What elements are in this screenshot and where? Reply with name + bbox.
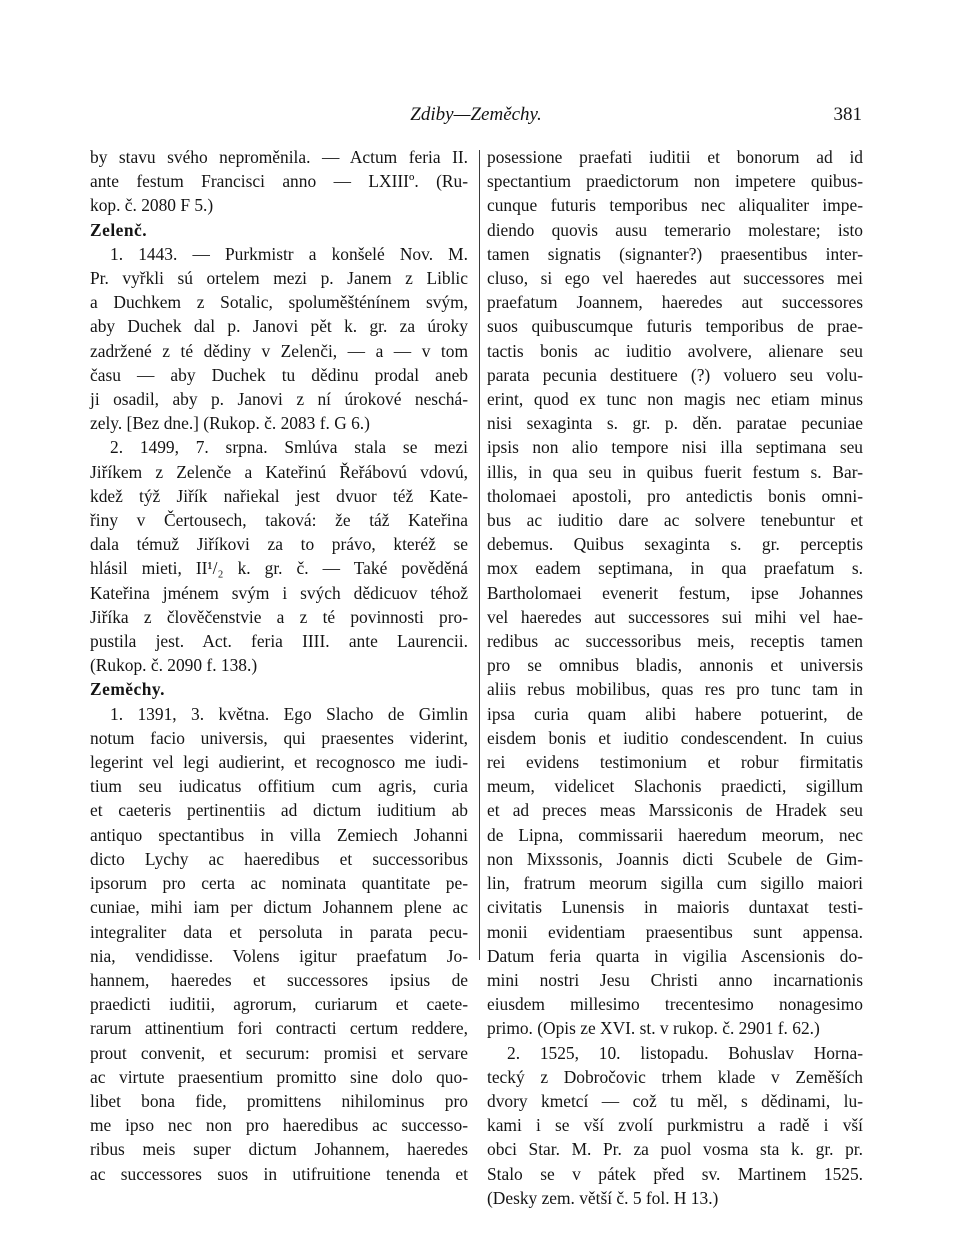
text-line: meum, videlicet Slachonis praedicti, sigillum — [487, 776, 863, 797]
text-line: eisdem bonis et iuditio condescendent. In cuius — [487, 727, 863, 748]
text-line: bus ac iuditio dare ac solvere tenebuntur et — [487, 510, 863, 531]
text-line: 2. 1525, 10. listopadu. Bohuslav Horna- — [507, 1042, 863, 1063]
text-line: 1. 1391, 3. května. Ego Slacho de Gimlin — [110, 703, 468, 724]
text-line: tium seu iudicatus offitium cum agris, curia — [90, 776, 468, 797]
left-column — [90, 145, 468, 1186]
text-line: ac virtute praesentium promitto sine dolo quo- — [90, 1066, 468, 1087]
text-line: ipsa curia quam alibi habere potuerint, de — [487, 703, 863, 724]
text-line: tecký z Dobročovic trhem klade v Zeměších — [487, 1066, 863, 1087]
text-line: kami i se vší zvolí purkmistru a radě i vší — [487, 1115, 863, 1136]
text-line: (Rukop. č. 2090 f. 138.) — [90, 655, 258, 676]
text-line: nisi sexaginta s. gr. p. děn. paratae pecuniae — [487, 413, 863, 434]
text-line: parata pecunia destituere (?) voluero seu volu- — [487, 364, 863, 385]
text-line: pustila jest. Act. feria IIII. ante Laurencii. — [90, 631, 468, 652]
text-line: hlásil mieti, II¹/₂ k. gr. č. — Také pověděná — [90, 558, 468, 579]
text-line: hannem, haeredes et successores ipsius de — [90, 969, 468, 990]
text-line: ji osadil, aby p. Janovi z ní úrokové neschá- — [90, 389, 468, 410]
text-line: diendo quovis ausu temerario molestare; isto — [487, 219, 863, 240]
text-line: rarum attinentium fori contracti certum reddere, — [90, 1018, 468, 1039]
text-line: aby Duchek dal p. Janovi pět k. gr. za úroky — [90, 316, 468, 337]
text-line: řiny v Čertousech, taková: že táž Kateřina — [90, 510, 468, 531]
text-line: aliis rebus mobilibus, quas res pro tunc tam in — [487, 679, 863, 700]
text-line: 1. 1443. — Purkmistr a konšelé Nov. M. — [110, 243, 468, 264]
text-line: et ad preces meas Marssiconis de Hradek seu — [487, 800, 863, 821]
text-line: me ipso nec non pro haeredibus ac successo- — [90, 1115, 468, 1136]
text-line: antiquo spectantibus in villa Zemiech Johanni — [90, 824, 468, 845]
text-line: by stavu svého neproměnila. — Actum feria II. — [90, 147, 468, 167]
text-line: a Duchkem z Sotalic, spoluměšténínem svým, — [90, 292, 468, 313]
text-line: zely. [Bez dne.] (Rukop. č. 2083 f. G 6.) — [90, 413, 370, 434]
text-line: prout convenit, et securum: promisi et servare — [90, 1042, 468, 1063]
text-line: libet bona fide, promittens nihilominus pro — [90, 1090, 468, 1111]
section-heading: Zelenč. — [90, 219, 148, 240]
text-line: času — aby Duchek tu dědinu prodal aneb — [90, 364, 468, 385]
text-line: ribus meis super dictum Johannem, haeredes — [90, 1139, 468, 1160]
text-line: rei evidens testimonium et robur firmitatis — [487, 752, 863, 773]
text-line: zadržené z té dědiny v Zelenči, — a — v tom — [90, 340, 468, 361]
text-line: primo. (Opis ze XVI. st. v rukop. č. 2901 f. 62.) — [487, 1018, 820, 1039]
text-line: cluso, si ego vel haeredes aut successores mei — [487, 268, 863, 289]
text-line: Jiříka z člověčenstvie a z té povinnosti pro- — [90, 606, 468, 627]
text-line: Kateřina jménem svým i svých dědicuov téhož — [90, 582, 468, 603]
text-line: cuniae, mihi iam per dictum Johannem plene ac — [90, 897, 468, 918]
text-line: kop. č. 2080 F 5.) — [90, 195, 214, 216]
text-line: de Lipna, commissarii haeredum meorum, nec — [487, 824, 863, 845]
text-line: kdež týž Jiřík nařiekal jest dvuor též Kate- — [90, 485, 468, 506]
text-line: lin, fratrum meorum sigilla cum sigillo maiori — [487, 873, 863, 894]
text-line: dicto Lychy ac haeredibus et successoribus — [90, 848, 468, 869]
text-line: 2. 1499, 7. srpna. Smlúva stala se mezi — [110, 437, 468, 458]
text-line: notum facio universis, qui praesentes viderint, — [90, 727, 468, 748]
text-line: dvory kmetcí — což tu měl, s dědinami, lu- — [487, 1090, 863, 1111]
text-line: Datum feria quarta in vigilia Ascensionis do- — [487, 945, 863, 966]
text-line: erint, quod ex tunc non magis nec etiam minus — [487, 389, 863, 410]
column-divider — [479, 150, 480, 960]
text-line: mini nostri Jesu Christi anno incarnationis — [487, 969, 863, 990]
text-line: (Desky zem. větší č. 5 fol. H 13.) — [487, 1187, 719, 1208]
text-line: tholomaei apostoli, pro antedictis bonis omni- — [487, 485, 863, 506]
text-line: tactis bonis ac iuditio avolvere, alienare seu — [487, 340, 863, 361]
text-line: Stalo se v pátek před sv. Martinem 1525. — [487, 1163, 863, 1184]
text-line: ante festum Francisci anno — LXIIIº. (Ru- — [90, 171, 468, 192]
text-line: suos quibuscumque futuris temporibus de prae- — [487, 316, 863, 337]
text-line: legerint vel legi audierint, et recognosco me iudi- — [90, 752, 468, 773]
text-line: debemus. Quibus sexaginta s. gr. perceptis — [487, 534, 863, 555]
text-line: integraliter data et persoluta in parata pecu- — [90, 921, 468, 942]
right-column — [487, 145, 863, 1210]
text-line: nia, vendidisse. Volens igitur praefatum Jo- — [90, 945, 468, 966]
text-line: spectantium praedictorum non impetere quibus- — [487, 171, 863, 192]
text-line: redibus ac successoribus meis, receptis tamen — [487, 631, 863, 652]
text-line: dala témuž Jiříkovi za to právo, kteréž se — [90, 534, 468, 555]
text-line: tamen signatis (signanter?) praesentibus inter- — [487, 243, 863, 264]
text-line: non Mixssonis, Joannis dicti Scubele de Gim- — [487, 848, 863, 869]
text-line: obci Star. M. Pr. za puol vosma sta k. gr. pr. — [487, 1139, 863, 1160]
text-line: pro se omnibus bladis, annonis et universis — [487, 655, 863, 676]
text-line: praedicti iuditii, agrorum, curiarum et caete- — [90, 994, 468, 1015]
text-line: ipsorum pro certa ac nominata quantitate pe- — [90, 873, 468, 894]
text-line: Jiříkem z Zelenče a Kateřinú Řeřábovú vdovú, — [90, 461, 468, 482]
text-line: et caeteris pertinentiis ad dictum iuditium ab — [90, 800, 468, 821]
text-line: vel haeredes aut successores sui mihi vel hae- — [487, 606, 863, 627]
text-line: monii evidentiam praesentibus sunt appensa. — [487, 921, 863, 942]
text-line: Bartholomaei evenerit festum, ipse Johannes — [487, 582, 863, 603]
text-line: illis, in qua seu in quibus fuerit festum s. Bar- — [487, 461, 863, 482]
text-line: eiusdem millesimo trecentesimo nonagesimo — [487, 994, 863, 1015]
text-line: civitatis Lunensis in maioris duntaxat testi- — [487, 897, 863, 918]
text-line: ac successores suos in utifruitione tenenda et — [90, 1163, 468, 1184]
running-head: Zdiby—Zeměchy. — [410, 104, 542, 125]
text-line: ipsis non alio tempore nisi illa septimana seu — [487, 437, 863, 458]
text-line: Pr. vyřkli sú ortelem mezi p. Janem z Liblic — [90, 268, 468, 289]
text-line: cunque futuris temporibus nec aliqualiter impe- — [487, 195, 863, 216]
page-number: 381 — [833, 104, 862, 125]
text-line: posessione praefati iuditii et bonorum ad id — [487, 147, 863, 167]
text-line: mox eadem septimana, in qua praefatum s. — [487, 558, 863, 579]
page-header — [90, 100, 862, 130]
text-line: praefatum Joannem, haeredes aut successores — [487, 292, 863, 313]
section-heading: Zeměchy. — [90, 679, 165, 700]
